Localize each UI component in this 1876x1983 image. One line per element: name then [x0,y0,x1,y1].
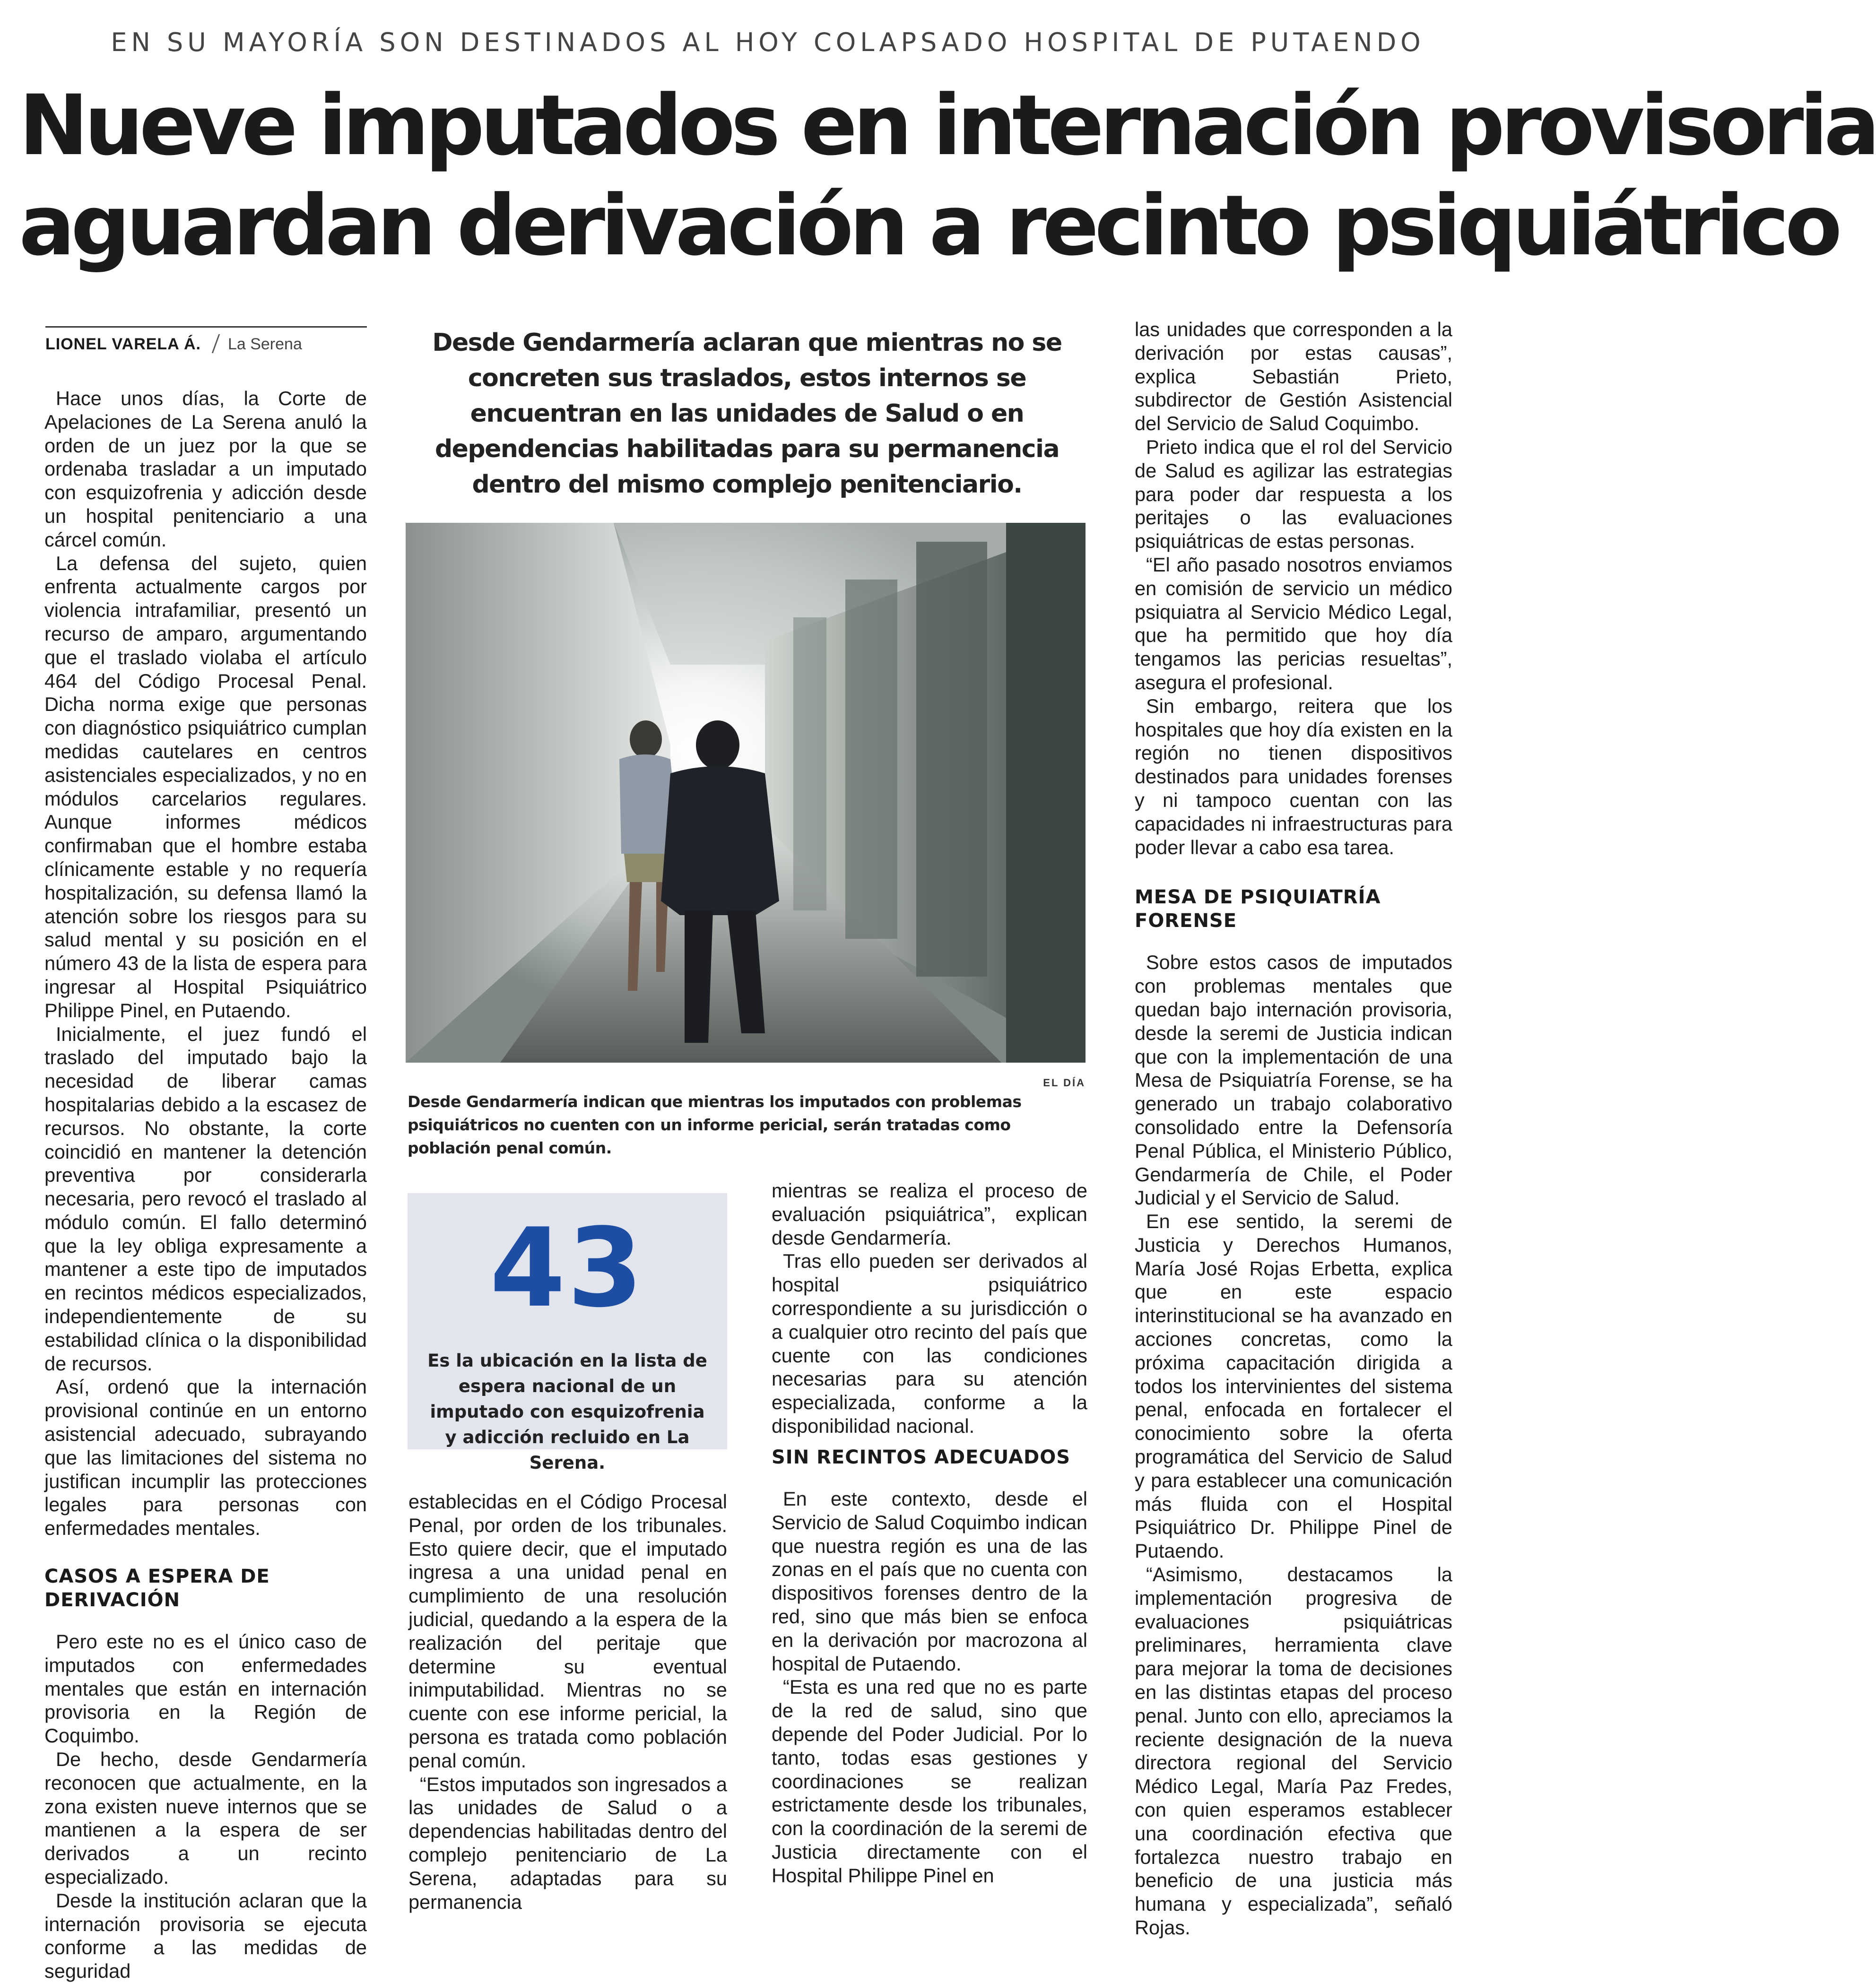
paragraph: Inicialmente, el juez fundó el traslado del imputado bajo la necesidad de liberar camas hospitalarias debido a la escasez de recursos. No obstante, la corte coincidió en mantener la detención preventiva por considerarla necesaria, pero revocó el traslado al módulo común. El fallo determinó que la ley obliga expresamente a mantener a este tipo de imputados en recintos médicos especializados, independientemente de su estabilidad clínica o la disponibilidad de recursos. [44,1022,367,1375]
photo-corridor [406,523,1086,1063]
byline-divider [212,334,220,353]
article-column-3-top [772,1179,1087,1437]
stat-description: Es la ubicación en la lista de espera nacional de un imputado con esquizofrenia y adicción recluido en La Serena. [427,1351,707,1473]
subheading-mesa: MESA DE PSIQUIATRÍA FORENSE [1135,886,1381,932]
article-column-1 [44,387,367,1983]
guard-body [661,766,779,915]
paragraph: En ese sentido, la seremi de Justicia y Derechos Humanos, María José Rojas Erbetta, explica que en este espacio interinstitucional se ha avanzado en acciones concretas, como la próxima capacitación dirigida a todos los intervinientes del sistema penal, enfocada en fortalecer el conocimiento sobre la oferta programática del Servicio de Salud y para establecer una comunicación más fluida con el Hospital Psiquiátrico Dr. Philippe Pinel de Putaendo. [1135,1210,1452,1562]
door-1 [793,617,826,910]
paragraph: La defensa del sujeto, quien enfrenta actualmente cargos por violencia intrafamiliar, presentó un recurso de amparo, argumentando que el traslado violaba el artículo 464 del Código Procesal Penal. Dicha norma exige que personas con diagnóstico psiquiátrico cumplan medidas cautelares en centros asistenciales especializados, y no en módulos carcelarios regulares. Aunque informes médicos confirmaban que el hombre estaba clínicamente estable y no requería hospitalización, su defensa llamó la atención sobre los riesgos para su salud mental y su posición en el número 43 de la lista de espera para ingresar al Hospital Psiquiátrico Philippe Pinel, en Putaendo. [44,552,367,1022]
stat-number: 43 [489,1205,645,1332]
article-column-2 [408,1490,727,1913]
byline-place: La Serena [227,335,302,353]
lede: Desde Gendarmería aclaran que mientras no se concreten sus traslados, estos internos se encuentran en las unidades de Salud o en dependencias habilitadas para su permanencia dentro del mismo complejo penitenciario. [432,329,1062,499]
guard-leg-left [685,910,713,1043]
paragraph: “Estos imputados son ingresados a las unidades de Salud o a dependencias habilitadas dentro del complejo penitenciario de La Serena, adaptadas para su permanencia [408,1773,727,1913]
paragraph: Sobre estos casos de imputados con problemas mentales que quedan bajo internación provisoria, desde la seremi de Justicia indican que con la implementación de una Mesa de Psiquiatría Forense, se ha generado un trabajo colaborativo consolidado entre la Defensoría Penal Pública, el Ministerio Público, Gendarmería de Chile, el Poder Judicial y el Servicio de Salud. [1135,951,1452,1209]
photo-caption: Desde Gendarmería indican que mientras los imputados con problemas psiquiátricos no cuenten con un informe pericial, serán tratadas como población penal común. [408,1092,1022,1157]
paragraph: Así, ordenó que la internación provisional continúe en un entorno asistencial adecuado, subrayando que las limitaciones del sistema no justifican incumplir las protecciones legales para personas con enfermedades mentales. [44,1376,367,1540]
article-column-4 [1135,318,1452,1939]
door-2 [845,580,897,939]
article-column-3-bottom [772,1443,1087,1887]
stat-box [408,1193,727,1473]
paragraph: “El año pasado nosotros enviamos en comisión de servicio un médico psiquiatra al Servicio Médico Legal, que ha permitido que hoy día tengamos las pericias resueltas”, asegura el profesional. [1135,553,1452,693]
paragraph: Tras ello pueden ser derivados al hospital psiquiátrico correspondiente a su jurisdicción o a cualquier otro recinto del país que cuente con las condiciones necesarias para su atención especializada, conforme a la disponibilidad nacional. [772,1250,1087,1437]
door-4 [1006,523,1086,1063]
paragraph: establecidas en el Código Procesal Penal, por orden de los tribunales. Esto quiere decir, que el imputado ingresa a una unidad penal en cumplimiento de una resolución judicial, quedando a la espera de la realización del peritaje que determine su eventual inimputabilidad. Mientras no se cuente con ese informe pericial, la persona es tratada como población penal común. [408,1490,727,1772]
headline-line-2: aguardan derivación a recinto psiquiátrico [19,177,1838,274]
paragraph: mientras se realiza el proceso de evaluación psiquiátrica”, explican desde Gendarmería. [772,1179,1087,1249]
kicker: EN SU MAYORÍA SON DESTINADOS AL HOY COLAPSADO HOSPITAL DE PUTAENDO [111,27,1425,57]
door-3 [916,542,987,977]
paragraph: Pero este no es el único caso de imputados con enfermedades mentales que están en internación provisoria en la Región de Coquimbo. [44,1630,367,1747]
byline [45,326,367,355]
paragraph: De hecho, desde Gendarmería reconocen que actualmente, en la zona existen nueve internos que se mantienen a la espera de ser derivados a un recinto especializado. [44,1748,367,1888]
photo-illustration [406,523,1086,1063]
paragraph: “Asimismo, destacamos la implementación progresiva de evaluaciones psiquiátricas preliminares, herramienta clave para mejorar la toma de decisiones en las distintas etapas del proceso penal. Junto con ello, apreciamos la reciente designación de la nueva directora regional del Servicio Médico Legal, María Paz Fredes, con quien esperamos establecer una coordinación efectiva que fortalezca nuestro trabajo en beneficio de una justicia más humana y especializada”, señaló Rojas. [1135,1563,1452,1939]
headline-line-1: Nueve imputados en internación provisoria [19,77,1876,174]
paragraph: Sin embargo, reitera que los hospitales que hoy día existen en la región no tienen dispositivos destinados para unidades forenses y ni tampoco cuentan con las capacidades ni infraestructuras para poder llevar a cabo esa tarea. [1135,694,1452,858]
guard-head [696,720,739,770]
paragraph: las unidades que corresponden a la derivación por estas causas”, explica Sebastián Prieto, subdirector de Gestión Asistencial del Servicio de Salud Coquimbo. [1135,318,1452,435]
subheading-casos: CASOS A ESPERA DE DERIVACIÓN [44,1566,270,1611]
paragraph: Prieto indica que el rol del Servicio de Salud es agilizar las estrategias para poder dar respuesta a los peritajes o las evaluaciones psiquiátricas de estas personas. [1135,435,1452,553]
paragraph: En este contexto, desde el Servicio de Salud Coquimbo indican que nuestra región es una de las zonas en el país que no cuenta con dispositivos forenses dentro de la red, sino que más bien se enfoca en la derivación por macrozona al hospital de Putaendo. [772,1488,1087,1675]
photo-credit: EL DÍA [1043,1077,1086,1089]
paragraph: “Esta es una red que no es parte de la red de salud, sino que depende del Poder Judicial. Por lo tanto, todas esas gestiones y coordinaciones se realizan estrictamente desde los tribunales, con la coordinación de la seremi de Justicia directamente con el Hospital Philippe Pinel en [772,1676,1087,1887]
subheading-sin-recintos: SIN RECINTOS ADECUADOS [772,1446,1071,1468]
paragraph: Desde la institución aclaran que la internación provisoria se ejecuta conforme a las medidas de seguridad [44,1889,367,1983]
paragraph: Hace unos días, la Corte de Apelaciones de La Serena anuló la orden de un juez por la que se ordenaba trasladar a un imputado con esquizofrenia y adicción desde un hospital penitenciario a una cárcel común. [44,387,367,551]
byline-author: LIONEL VARELA Á. [45,335,201,353]
headline [19,76,1876,276]
woman-head [630,720,662,758]
